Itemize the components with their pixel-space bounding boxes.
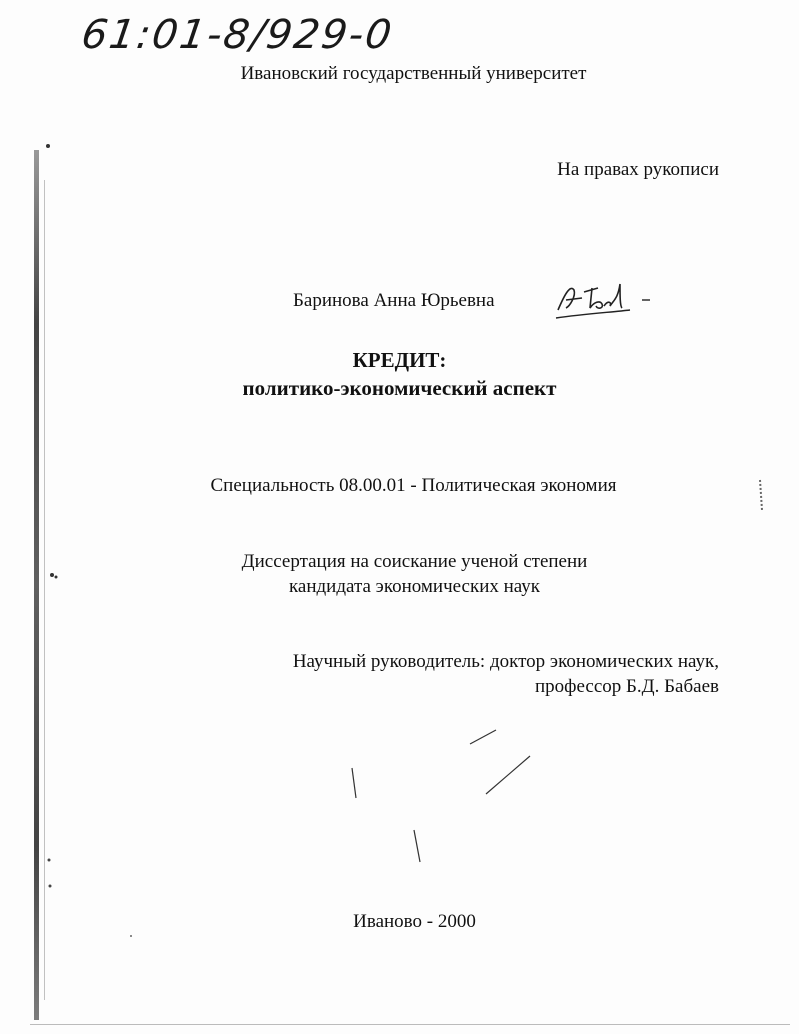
author-name: Баринова Анна Юрьевна [293,290,495,311]
author-signature [554,276,654,322]
dissertation-degree-line-2: кандидата экономических наук [288,576,541,597]
dissertation-subtitle: политико-экономический аспект [242,376,557,400]
handwritten-archive-code: 61:01-8/929-0 [78,12,397,58]
university-name: Ивановский государственный университет [240,63,587,84]
scan-bottom-line [30,1024,790,1025]
manuscript-note: На правах рукописи [557,159,719,180]
advisor-line-1: Научный руководитель: доктор экономических наук, [292,651,719,672]
specialty-line: Специальность 08.00.01 - Политическая экономия [210,475,617,496]
dissertation-title: КРЕДИТ: [352,348,447,372]
advisor-line-2: профессор Б.Д. Бабаев [535,676,719,697]
dissertation-degree-line-1: Диссертация на соискание ученой степени [241,551,588,572]
city-year: Иваново - 2000 [353,911,476,932]
